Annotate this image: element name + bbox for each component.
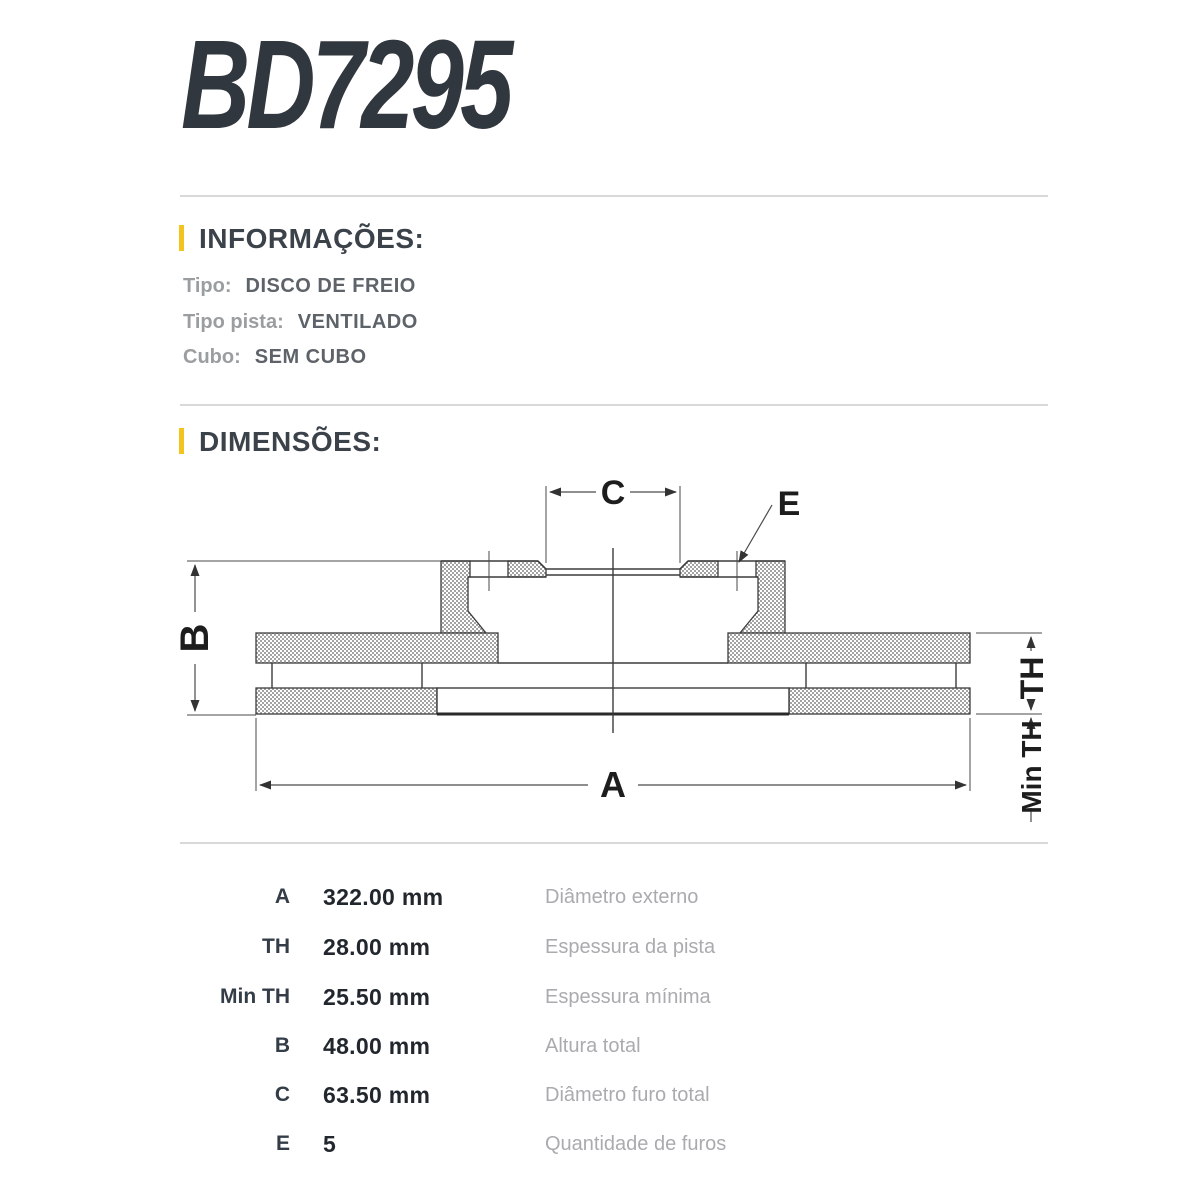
info-value: VENTILADO	[297, 311, 418, 333]
dim-letter: C	[274, 1083, 290, 1106]
info-section-heading: INFORMAÇÕES:	[199, 223, 425, 254]
dim-value: 48.00 mm	[323, 1033, 431, 1059]
info-label: Cubo:	[183, 346, 241, 368]
dim-label-b: B	[173, 623, 217, 653]
divider	[180, 195, 1048, 197]
dim-description: Espessura da pista	[545, 936, 716, 958]
dim-value: 5	[323, 1131, 337, 1157]
brake-disc-cross-section-drawing	[170, 468, 1060, 836]
accent-bar	[179, 428, 184, 454]
info-value: SEM CUBO	[254, 346, 367, 368]
table-row	[180, 1031, 880, 1061]
info-row-cubo	[183, 346, 367, 369]
dim-label-min-th: Min TH	[1016, 720, 1047, 814]
dim-label-a: A	[600, 764, 626, 805]
dim-value: 322.00 mm	[323, 884, 444, 910]
dimension-th	[976, 633, 1050, 714]
info-label: Tipo pista:	[183, 311, 284, 333]
dim-letter: Min TH	[220, 985, 290, 1008]
table-row	[180, 1080, 880, 1110]
dim-value: 63.50 mm	[323, 1082, 431, 1108]
dim-letter: E	[275, 1132, 290, 1155]
dim-label-c: C	[600, 474, 626, 512]
dim-value: 28.00 mm	[323, 934, 431, 960]
dimensions-section-heading: DIMENSÕES:	[199, 426, 382, 457]
info-row-tipo	[183, 275, 416, 298]
accent-bar	[179, 225, 184, 251]
divider	[180, 842, 1048, 844]
table-row	[180, 882, 880, 912]
table-row	[180, 982, 880, 1012]
info-value: DISCO DE FREIO	[245, 275, 416, 297]
dim-label-e: E	[777, 485, 801, 523]
dimension-min-th	[1016, 718, 1047, 822]
dim-description: Diâmetro furo total	[545, 1084, 710, 1106]
info-row-tipo-pista	[183, 311, 418, 334]
table-row	[180, 1129, 880, 1159]
dim-description: Altura total	[545, 1035, 641, 1057]
dimension-e	[739, 485, 800, 562]
dim-letter: TH	[262, 935, 290, 958]
table-row	[180, 932, 880, 962]
dim-value: 25.50 mm	[323, 984, 431, 1010]
dim-label-th: TH	[1014, 656, 1050, 700]
dim-description: Espessura mínima	[545, 986, 711, 1008]
dim-description: Diâmetro externo	[545, 886, 699, 908]
part-number-title: BD7295	[181, 14, 510, 155]
info-label: Tipo:	[183, 275, 232, 297]
dim-letter: B	[274, 1034, 290, 1057]
dim-letter: A	[274, 885, 290, 908]
divider	[180, 404, 1048, 406]
dim-description: Quantidade de furos	[545, 1133, 727, 1155]
